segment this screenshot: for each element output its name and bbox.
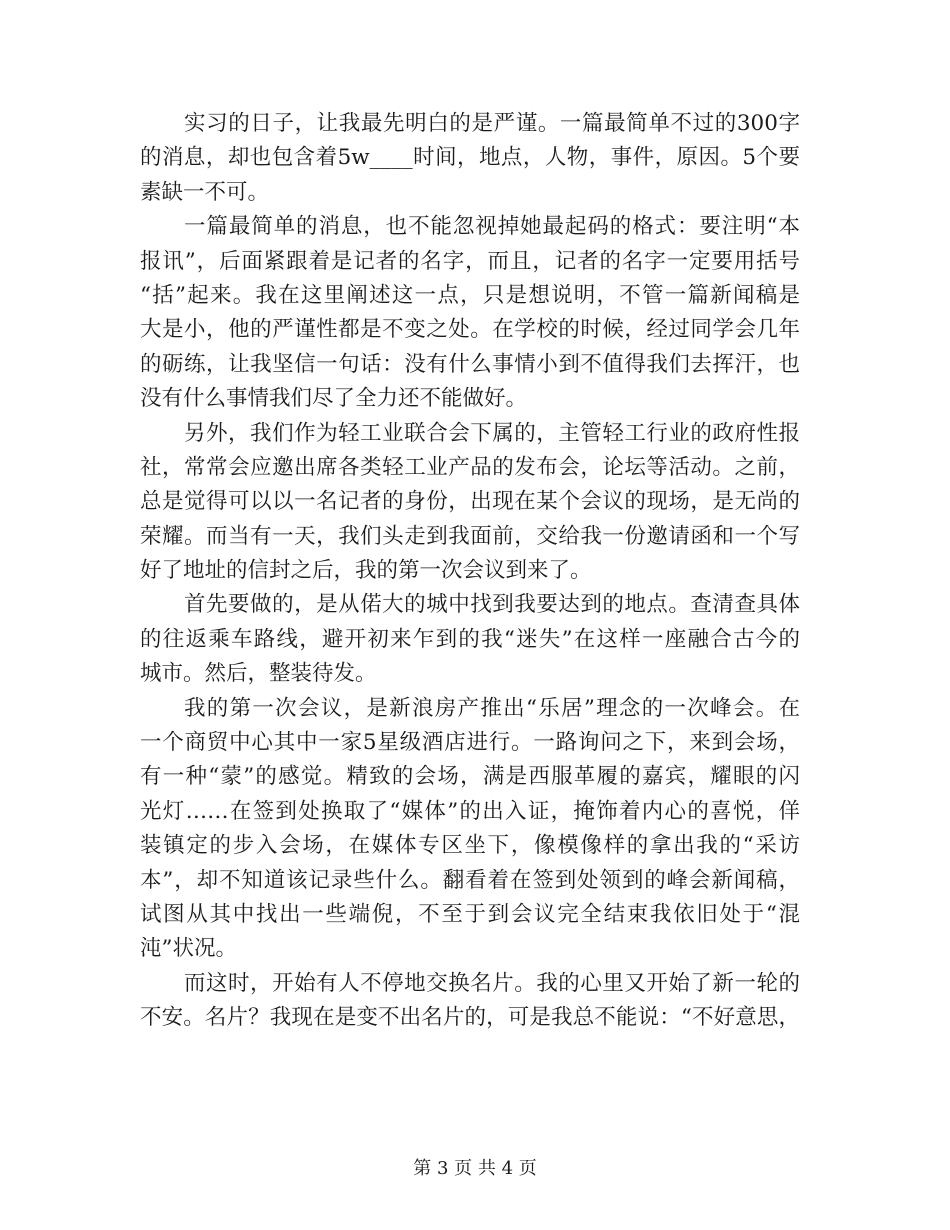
paragraph <box>140 692 800 967</box>
text-line: 一个商贸中心其中一家5星级酒店进行。一路询问之下，来到会场， <box>140 730 800 756</box>
paragraph <box>140 417 800 589</box>
text-line: 好了地址的信封之后，我的第一次会议到来了。 <box>140 558 592 584</box>
text-line: 我的第一次会议，是新浪房产推出“乐居”理念的一次峰会。在 <box>184 695 800 721</box>
text-line: 的消息，却也包含着5w____时间，地点，人物，事件，原因。5个要 <box>140 145 800 171</box>
text-line: 而这时，开始有人不停地交换名片。我的心里又开始了新一轮的 <box>184 970 800 996</box>
text-line: 有一种“蒙”的感觉。精致的会场，满是西服革履的嘉宾，耀眼的闪 <box>140 764 800 790</box>
text-line: 沌”状况。 <box>140 936 237 962</box>
text-line: 实习的日子，让我最先明白的是严谨。一篇最简单不过的300字 <box>184 111 800 136</box>
text-line: 试图从其中找出一些端倪，不至于到会议完全结束我依旧处于“混 <box>140 901 800 927</box>
paragraph <box>140 967 800 1036</box>
text-line: 城市。然后，整装待发。 <box>140 661 377 687</box>
text-line: 社，常常会应邀出席各类轻工业产品的发布会，论坛等活动。之前， <box>140 454 800 480</box>
text-line: 大是小，他的严谨性都是不变之处。在学校的时候，经过同学会几年 <box>140 317 800 343</box>
text-line: 本”，却不知道该记录些什么。翻看着在签到处领到的峰会新闻稿， <box>140 867 800 893</box>
text-line: “括”起来。我在这里阐述这一点，只是想说明，不管一篇新闻稿是 <box>140 282 800 308</box>
text-line: 首先要做的，是从偌大的城中找到我要达到的地点。查清查具体 <box>184 592 800 618</box>
text-line: 一篇最简单的消息，也不能忽视掉她最起码的格式：要注明“本 <box>184 214 800 240</box>
text-line: 的往返乘车路线，避开初来乍到的我“迷失”在这样一座融合古今的 <box>140 626 800 652</box>
paragraph <box>140 107 800 210</box>
page-footer: 第 3 页 共 4 页 <box>413 1158 537 1179</box>
text-line: 报讯”，后面紧跟着是记者的名字，而且，记者的名字一定要用括号 <box>140 248 800 274</box>
text-line: 总是觉得可以以一名记者的身份，出现在某个会议的现场，是无尚的 <box>140 489 800 515</box>
text-line: 荣耀。而当有一天，我们头走到我面前，交给我一份邀请函和一个写 <box>140 523 800 549</box>
document-body <box>140 107 800 1036</box>
text-line: 装镇定的步入会场，在媒体专区坐下，像模像样的拿出我的“采访 <box>140 833 800 859</box>
paragraph <box>140 588 800 691</box>
text-line: 不安。名片？我现在是变不出名片的，可是我总不能说：“不好意思， <box>140 1005 800 1031</box>
paragraph <box>140 210 800 416</box>
text-line: 光灯……在签到处换取了“媒体”的出入证，掩饰着内心的喜悦，佯 <box>140 798 800 824</box>
text-line: 的砺练，让我坚信一句话：没有什么事情小到不值得我们去挥汗，也 <box>140 351 800 377</box>
text-line: 素缺一不可。 <box>140 179 270 205</box>
text-line: 没有什么事情我们尽了全力还不能做好。 <box>140 386 528 412</box>
text-line: 另外，我们作为轻工业联合会下属的，主管轻工行业的政府性报 <box>184 420 800 446</box>
